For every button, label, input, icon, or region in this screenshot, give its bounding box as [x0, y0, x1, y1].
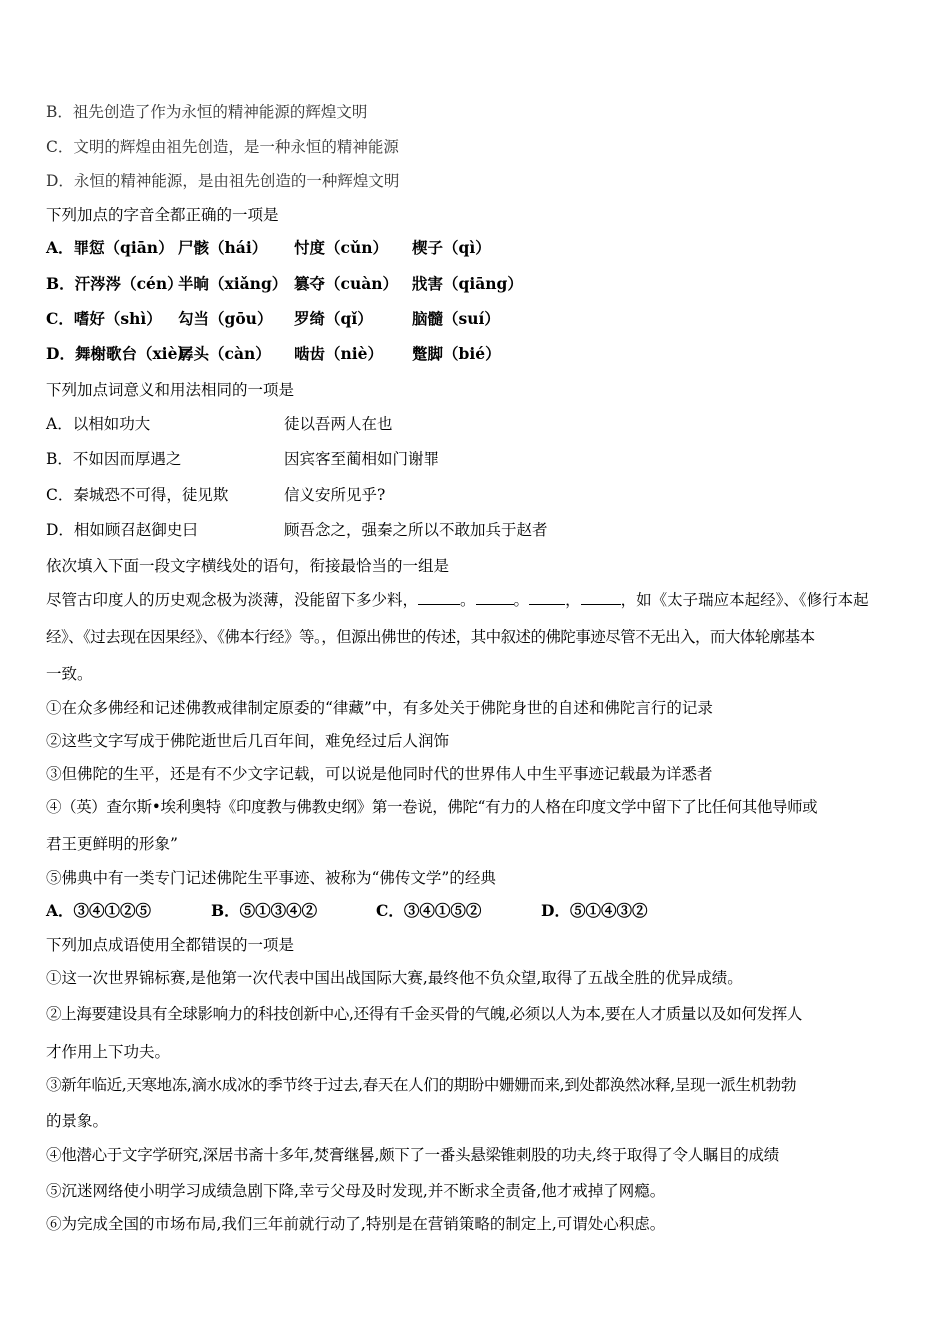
q2-c-word-3: 罗绮（qǐ） [294, 309, 373, 328]
q4-option-b: B．⑤①③④② [211, 901, 318, 920]
q2-b-word-1: B．汗涔涔（cén） [46, 274, 183, 293]
q2-b-word-4: 戕害（qiāng） [412, 274, 523, 293]
q5-line-2-cont: 才作用上下功夫。 [46, 1043, 171, 1061]
q1-option-c: C．文明的辉煌由祖先创造，是一种永恒的精神能源 [46, 138, 399, 156]
q4-option-a: A．③④①②⑤ [46, 901, 152, 920]
q2-c-word-1: C．嗜好（shì） [46, 309, 162, 328]
q4-blank-1 [418, 590, 460, 605]
q2-option-c [46, 309, 912, 329]
q4-item-1: ①在众多佛经和记述佛教戒律制定原委的“律藏”中，有多处关于佛陀身世的自述和佛陀言行的记录 [46, 699, 713, 717]
q4-option-d: D．⑤①④③② [541, 901, 648, 920]
q2-a-word-1: A．罪愆（qiān） [46, 238, 174, 257]
q4-blank-2 [476, 590, 514, 605]
q3-a-left: A．以相如功大 [46, 415, 151, 433]
q2-a-word-4: 楔子（qì） [412, 238, 491, 257]
q2-d-word-1: D．舞榭歌台（xiè） [46, 344, 193, 363]
q3-stem: 下列加点词意义和用法相同的一项是 [46, 381, 295, 399]
q2-option-d [46, 344, 912, 364]
q3-b-left: B．不如因而厚遇之 [46, 450, 182, 468]
q2-a-word-3: 忖度（cǔn） [294, 238, 388, 257]
q2-stem: 下列加点的字音全都正确的一项是 [46, 206, 279, 224]
q5-stem: 下列加点成语使用全都错误的一项是 [46, 936, 295, 954]
q4-item-3: ③但佛陀的生平，还是有不少文字记载，可以说是他同时代的世界伟人中生平事迹记载最为详悉者 [46, 765, 713, 783]
q2-a-word-2: 尸骸（hái） [178, 238, 268, 257]
q4-paragraph-line-1: 尽管古印度人的历史观念极为淡薄，没能留下多少料， 。 。 ， ，如《太子瑞应本起经》、《修行本起 [46, 591, 869, 609]
q4-item-4-cont: 君王更鲜明的形象” [46, 835, 178, 853]
q5-line-3-cont: 的景象。 [46, 1112, 109, 1130]
q5-line-1: ①这一次世界锦标赛,是他第一次代表中国出战国际大赛,最终他不负众望,取得了五战全胜的优异成绩。 [46, 969, 743, 987]
q5-line-2: ②上海要建设具有全球影响力的科技创新中心,还得有千金买骨的气魄,必须以人为本,要在人才质量以及如何发挥人 [46, 1005, 803, 1023]
q2-c-word-4: 脑髓（suí） [412, 309, 500, 328]
q1-option-d: D．永恒的精神能源，是由祖先创造的一种辉煌文明 [46, 172, 400, 190]
q4-options [46, 901, 912, 921]
q3-option-b [46, 449, 912, 469]
q2-d-word-3: 啮齿（niè） [294, 344, 384, 363]
q3-option-d [46, 520, 912, 540]
q3-option-a [46, 414, 912, 434]
q4-blank-4 [581, 590, 621, 605]
q2-b-word-2: 半晌（xiǎng） [178, 274, 288, 293]
q2-b-word-3: 篡夺（cuàn） [294, 274, 399, 293]
q3-a-right: 徒以吾两人在也 [284, 415, 393, 433]
q5-line-4: ④他潜心于文字学研究,深居书斋十多年,焚膏继晷,颇下了一番头悬梁锥刺股的功夫,终于取得了令人瞩目的成绩 [46, 1146, 779, 1164]
q3-c-right: 信义安所见乎? [284, 486, 386, 504]
q5-line-6: ⑥为完成全国的市场布局,我们三年前就行动了,特别是在营销策略的制定上,可谓处心积虑。 [46, 1215, 666, 1233]
q3-d-right: 顾吾念之，强秦之所以不敢加兵于赵者 [284, 521, 548, 539]
q2-option-b [46, 274, 912, 294]
q4-paragraph-line-3: 一致。 [46, 665, 93, 683]
q1-option-b: B．祖先创造了作为永恒的精神能源的辉煌文明 [46, 103, 368, 121]
q4-item-2: ②这些文字写成于佛陀逝世后几百年间，难免经过后人润饰 [46, 732, 450, 750]
q4-para-end: 如《太子瑞应本起经》、《修行本起 [636, 591, 869, 609]
q3-b-right: 因宾客至蔺相如门谢罪 [284, 450, 440, 468]
q5-line-3: ③新年临近,天寒地冻,滴水成冰的季节终于过去,春天在人们的期盼中姗姗而来,到处都涣然冰释,呈现一派生机勃勃 [46, 1076, 797, 1094]
q2-d-word-4: 蹩脚（bié） [412, 344, 501, 363]
q3-c-left: C．秦城恐不可得，徒见欺 [46, 486, 229, 504]
q3-d-left: D．相如顾召赵御史曰 [46, 521, 198, 539]
q2-d-word-2: 孱头（càn） [178, 344, 271, 363]
q4-blank-3 [529, 590, 565, 605]
q5-line-5: ⑤沉迷网络使小明学习成绩急剧下降,幸亏父母及时发现,并不断求全责备,他才戒掉了网瘾。 [46, 1182, 666, 1200]
q4-option-c: C．③④①⑤② [376, 901, 482, 920]
q3-option-c [46, 485, 912, 505]
q4-item-5: ⑤佛典中有一类专门记述佛陀生平事迹、被称为“佛传文学”的经典 [46, 869, 496, 887]
q4-item-4: ④（英）查尔斯•埃利奥特《印度教与佛教史纲》第一卷说，佛陀“有力的人格在印度文学中留下了比任何其他导师或 [46, 798, 818, 816]
q4-paragraph-line-2: 经》、《过去现在因果经》、《佛本行经》等。，但源出佛世的传述，其中叙述的佛陀事迹尽管不无出入，而大体轮廓基本 [46, 628, 815, 646]
q4-para-start: 尽管古印度人的历史观念极为淡薄，没能留下多少料 [46, 591, 403, 609]
q2-option-a [46, 238, 912, 258]
q2-c-word-2: 勾当（gōu） [178, 309, 273, 328]
q4-stem: 依次填入下面一段文字横线处的语句，衔接最恰当的一组是 [46, 557, 450, 575]
